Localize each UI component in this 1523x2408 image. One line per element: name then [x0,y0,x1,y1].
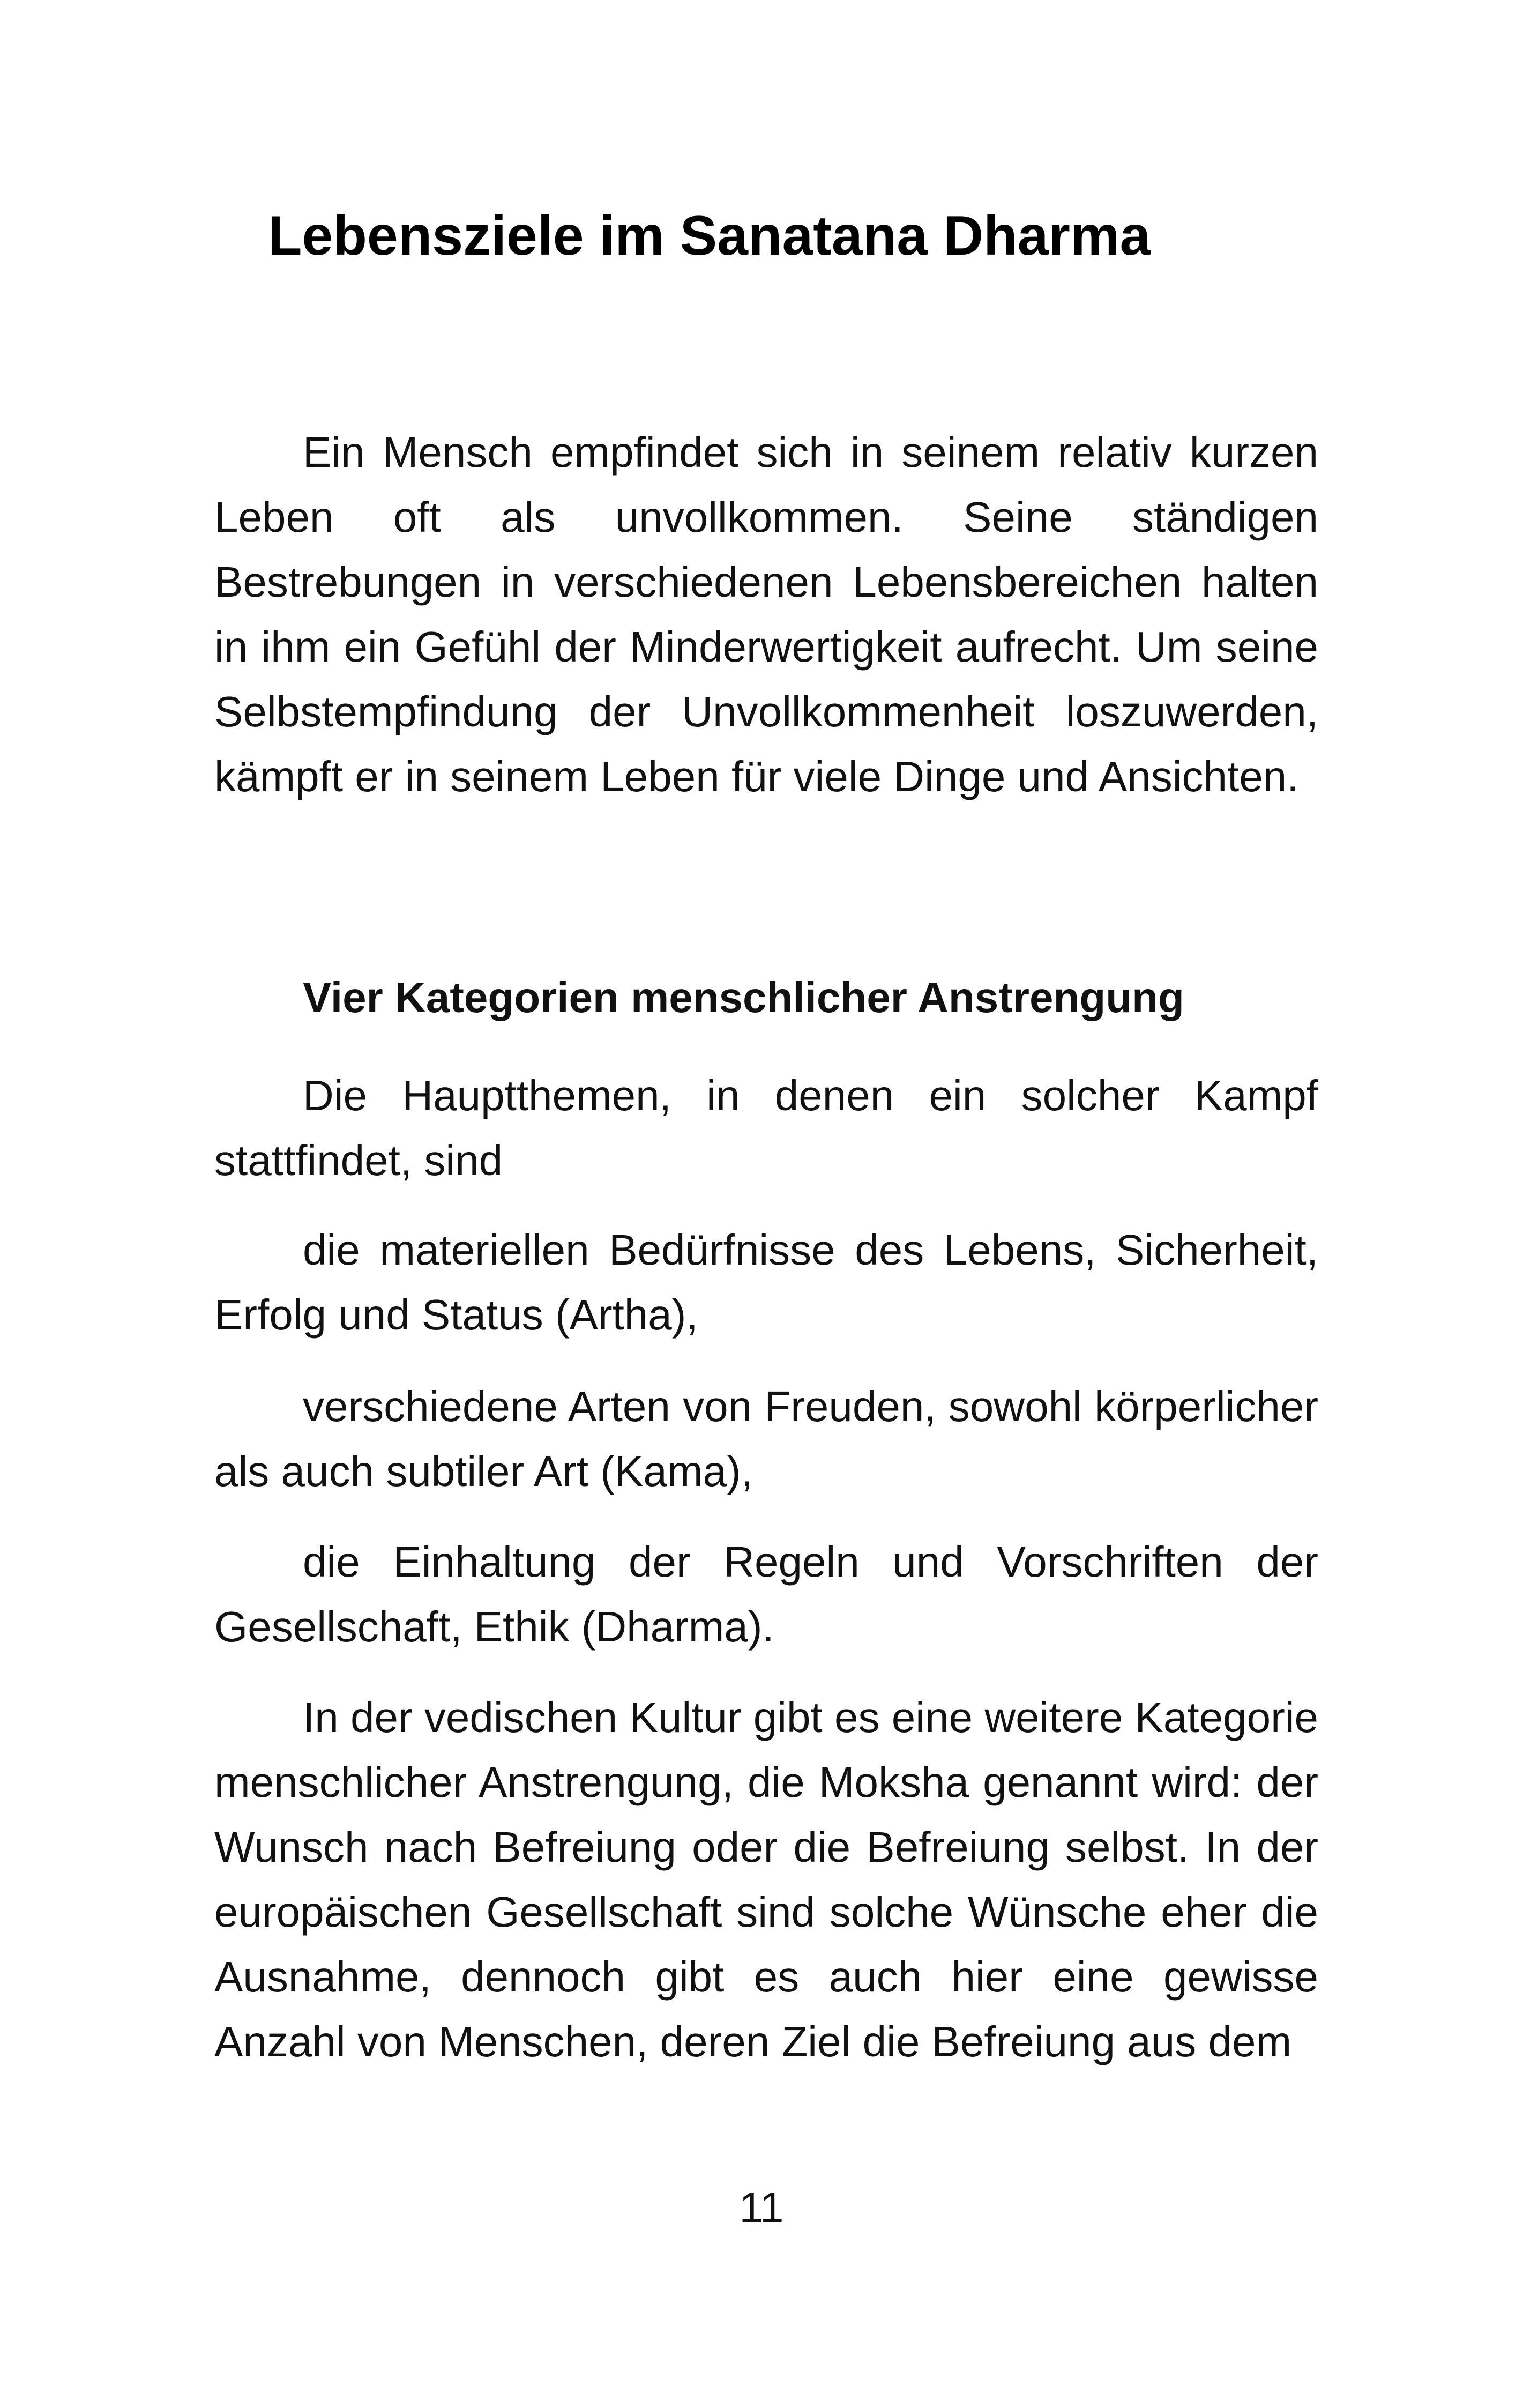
paragraph-text: Die Hauptthemen, in denen ein solcher Kampf stattfindet, sind [214,1072,1318,1184]
paragraph-text: Ein Mensch empfindet sich in seinem relativ kurzen Leben oft als unvollkommen. Seine ständigen Bestrebungen in verschiedenen Lebensbereichen halten in ihm ein Gefühl der Minderwertigkeit aufrecht. Um seine Selbstempfindung der Unvollkommenheit loszuwerden, kämpft er in seinem Leben für viele Dinge und Ansichten. [214,428,1318,800]
section-heading-block [214,965,1318,1030]
page-title: Lebensziele im Sanatana Dharma [268,205,1151,267]
paragraph-dharma [214,1529,1318,1659]
section-heading: Vier Kategorien menschlicher Anstrengung [303,973,1184,1021]
paragraph-intro [214,420,1318,809]
paragraph-moksha [214,1685,1318,2074]
paragraph-main-themes [214,1063,1318,1193]
paragraph-text: die Einhaltung der Regeln und Vorschriften der Gesellschaft, Ethik (Dharma). [214,1538,1318,1651]
paragraph-kama [214,1374,1318,1504]
page-number: 11 [739,2183,784,2231]
paragraph-text: In der vedischen Kultur gibt es eine weitere Kategorie menschlicher Anstrengung, die Moksha genannt wird: der Wunsch nach Befreiung oder die Befreiung selbst. In der europäischen Gesellschaft sind solche Wünsche eher die Ausnahme, dennoch gibt es auch hier eine gewisse Anzahl von Menschen, deren Ziel die Befreiung aus dem [214,1693,1318,2065]
paragraph-text: die materiellen Bedürfnisse des Lebens, Sicherheit, Erfolg und Status (Artha), [214,1226,1318,1339]
paragraph-text: verschiedene Arten von Freuden, sowohl körperlicher als auch subtiler Art (Kama), [214,1383,1318,1495]
paragraph-artha [214,1217,1318,1347]
